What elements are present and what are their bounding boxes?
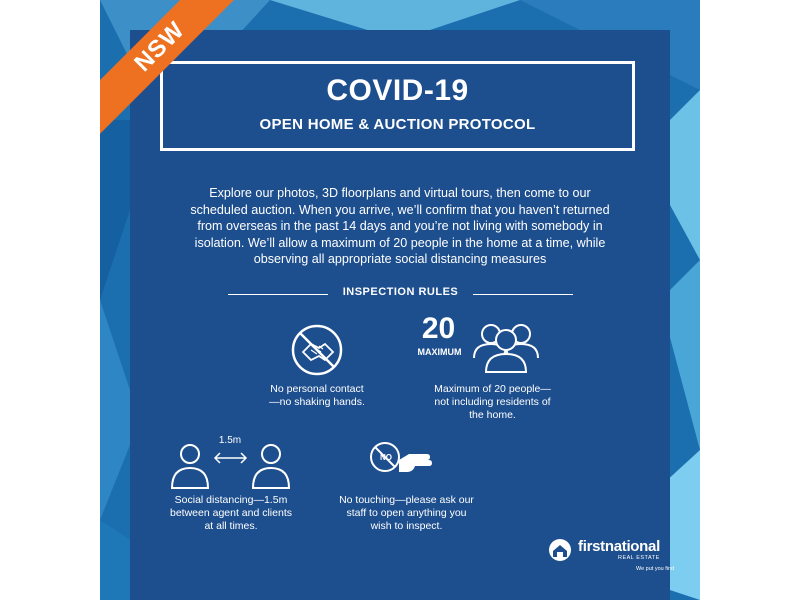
first-national-logo (546, 536, 681, 576)
rules-heading: INSPECTION RULES (342, 286, 459, 298)
rules-heading-row (228, 286, 573, 302)
rule-distancing-caption: Social distancing—1.5m between agent and clients at all times. (169, 494, 292, 532)
social-distancing-icon (168, 442, 293, 492)
maximum-label: MAXIMUM (417, 347, 462, 357)
no-sign-text: NO (380, 453, 392, 462)
house-logo-icon (548, 538, 572, 562)
heading-divider-right (473, 294, 573, 295)
nsw-badge: NSW (100, 0, 248, 135)
intro-paragraph: Explore our photos, 3D floorplans and virtual tours, then come to our scheduled auction. When you arrive, we’ll confirm that you haven’t returned from overseas in the past 14 days and you’re not living with somebody in isolation. We’ll allow a maximum of 20 people in the home at a time, while observing all appropriate social distancing measures (190, 186, 610, 266)
no-handshake-icon (287, 320, 347, 380)
maximum-number: 20 (421, 312, 456, 345)
rule-no-touching-caption: No touching—please ask our staff to open anything you wish to inspect. (339, 494, 474, 532)
group-of-people-icon (466, 318, 546, 374)
brand-name: firstnational (578, 538, 660, 555)
page-title: COVID-19 (326, 74, 469, 107)
rule-maximum-caption: Maximum of 20 people—not including residents of the home. (434, 383, 551, 421)
page-subtitle: OPEN HOME & AUCTION PROTOCOL (259, 116, 536, 133)
title-box (160, 61, 635, 151)
no-touching-icon (368, 440, 443, 482)
brand-subtitle: REAL ESTATE (618, 555, 660, 561)
rule-no-contact-caption: No personal contact—no shaking hands. (269, 383, 365, 408)
distance-label: 1.5m (218, 435, 242, 446)
poster (100, 0, 700, 600)
brand-tagline: We put you first (636, 566, 675, 572)
protocol-panel (130, 30, 675, 600)
